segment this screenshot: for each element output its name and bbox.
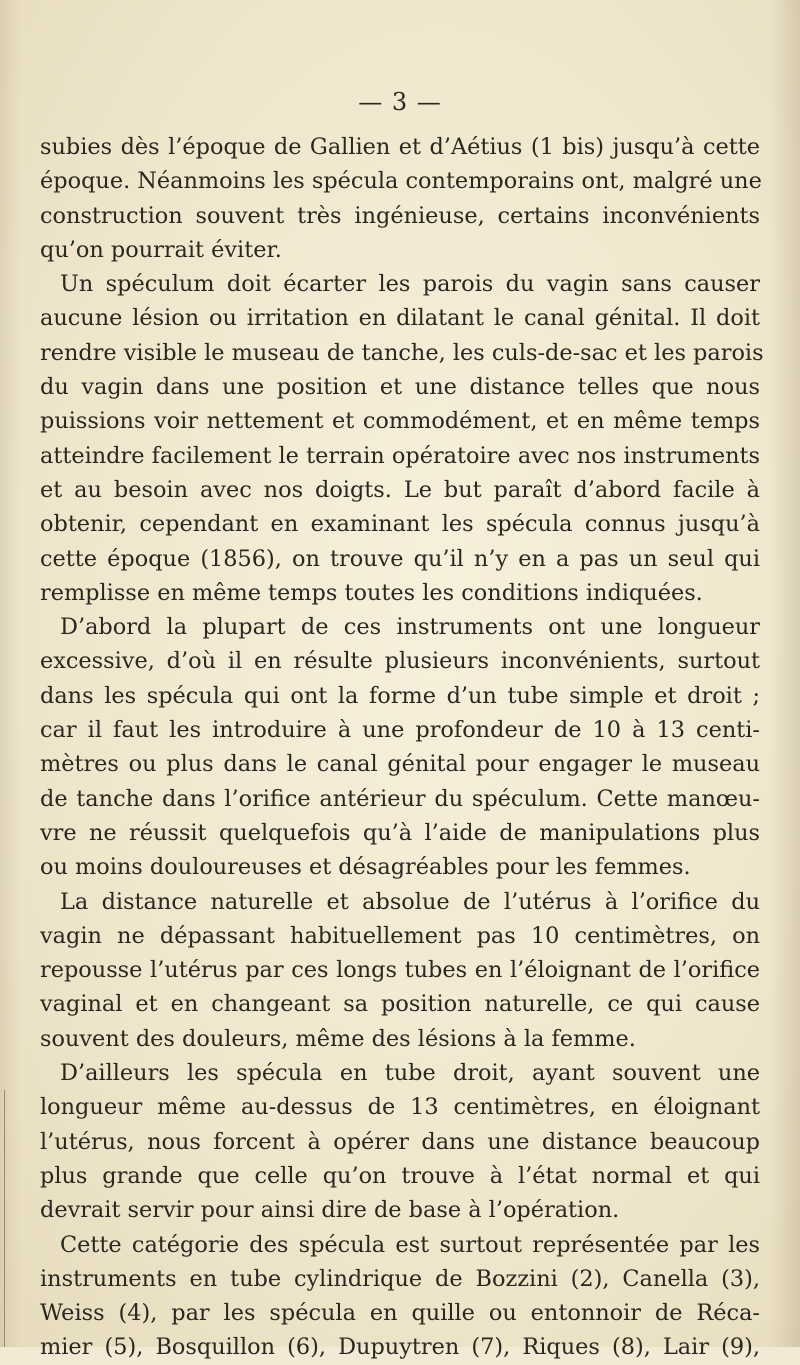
text-line: obtenir, cependant en examinant les spécula connus jusqu’à [40, 511, 760, 538]
text-line: devrait servir pour ainsi dire de base à l’opération. [40, 1197, 620, 1224]
body-text [40, 130, 764, 1365]
text-line: Weiss (4), par les spécula en quille ou entonnoir de Réca- [40, 1300, 760, 1327]
text-line: longueur même au-dessus de 13 centimètres, en éloignant [40, 1094, 760, 1121]
text-line: remplisse en même temps toutes les conditions indiquées. [40, 579, 703, 606]
text-line: atteindre facilement le terrain opératoire avec nos instruments [40, 442, 760, 469]
text-line: aucune lésion ou irritation en dilatant le canal génital. Il doit [40, 305, 760, 332]
margin-rule [4, 1090, 5, 1347]
text-line: qu’on pourrait éviter. [40, 236, 282, 263]
text-line: de tanche dans l’orifice antérieur du spéculum. Cette manœu- [40, 785, 760, 812]
text-line: du vagin dans une position et une distance telles que nous [40, 374, 760, 401]
page-right-edge [770, 0, 800, 1347]
text-line: D’ailleurs les spécula en tube droit, ayant souvent une [60, 1060, 760, 1087]
text-line: repousse l’utérus par ces longs tubes en l’éloignant de l’orifice [40, 957, 760, 984]
text-line: ou moins douloureuses et désagréables pour les femmes. [40, 854, 691, 881]
page-left-shadow [0, 0, 20, 1347]
text-line: Un spéculum doit écarter les parois du vagin sans causer [60, 271, 760, 298]
text-line: instruments en tube cylindrique de Bozzini (2), Canella (3), [40, 1265, 760, 1292]
text-line: dans les spécula qui ont la forme d’un tube simple et droit ; [40, 682, 760, 709]
text-line: cette époque (1856), on trouve qu’il n’y en a pas un seul qui [40, 545, 760, 572]
text-line: souvent des douleurs, même des lésions à la femme. [40, 1025, 636, 1052]
text-line: vre ne réussit quelquefois qu’à l’aide de manipulations plus [40, 819, 760, 846]
text-line: mier (5), Bosquillon (6), Dupuytren (7), Riques (8), Lair (9), [40, 1334, 760, 1361]
text-line: l’utérus, nous forcent à opérer dans une distance beaucoup [40, 1128, 760, 1155]
text-line: car il faut les introduire à une profondeur de 10 à 13 centi- [40, 717, 760, 744]
text-line: mètres ou plus dans le canal génital pour engager le museau [40, 751, 760, 778]
text-line: vagin ne dépassant habituellement pas 10 centimètres, on [40, 922, 760, 949]
text-line: La distance naturelle et absolue de l’utérus à l’orifice du [60, 888, 760, 915]
page-number-header: — 3 — [358, 88, 442, 116]
text-line: époque. Néanmoins les spécula contemporains ont, malgré une [40, 168, 762, 195]
text-line: construction souvent très ingénieuse, certains inconvénients [40, 202, 760, 229]
text-line: et au besoin avec nos doigts. Le but paraît d’abord facile à [40, 476, 760, 503]
text-line: subies dès l’époque de Gallien et d’Aétius (1 bis) jusqu’à cette [40, 134, 760, 160]
text-line: vaginal et en changeant sa position naturelle, ce qui cause [40, 991, 760, 1018]
text-line: puissions voir nettement et commodément, et en même temps [40, 408, 760, 435]
text-line: plus grande que celle qu’on trouve à l’état normal et qui [40, 1162, 760, 1189]
text-line: rendre visible le museau de tanche, les culs-de-sac et les parois [40, 339, 764, 366]
text-line: excessive, d’où il en résulte plusieurs inconvénients, surtout [40, 648, 760, 675]
text-line: D’abord la plupart de ces instruments ont une longueur [60, 614, 760, 641]
text-line: Cette catégorie des spécula est surtout représentée par les [60, 1231, 760, 1258]
